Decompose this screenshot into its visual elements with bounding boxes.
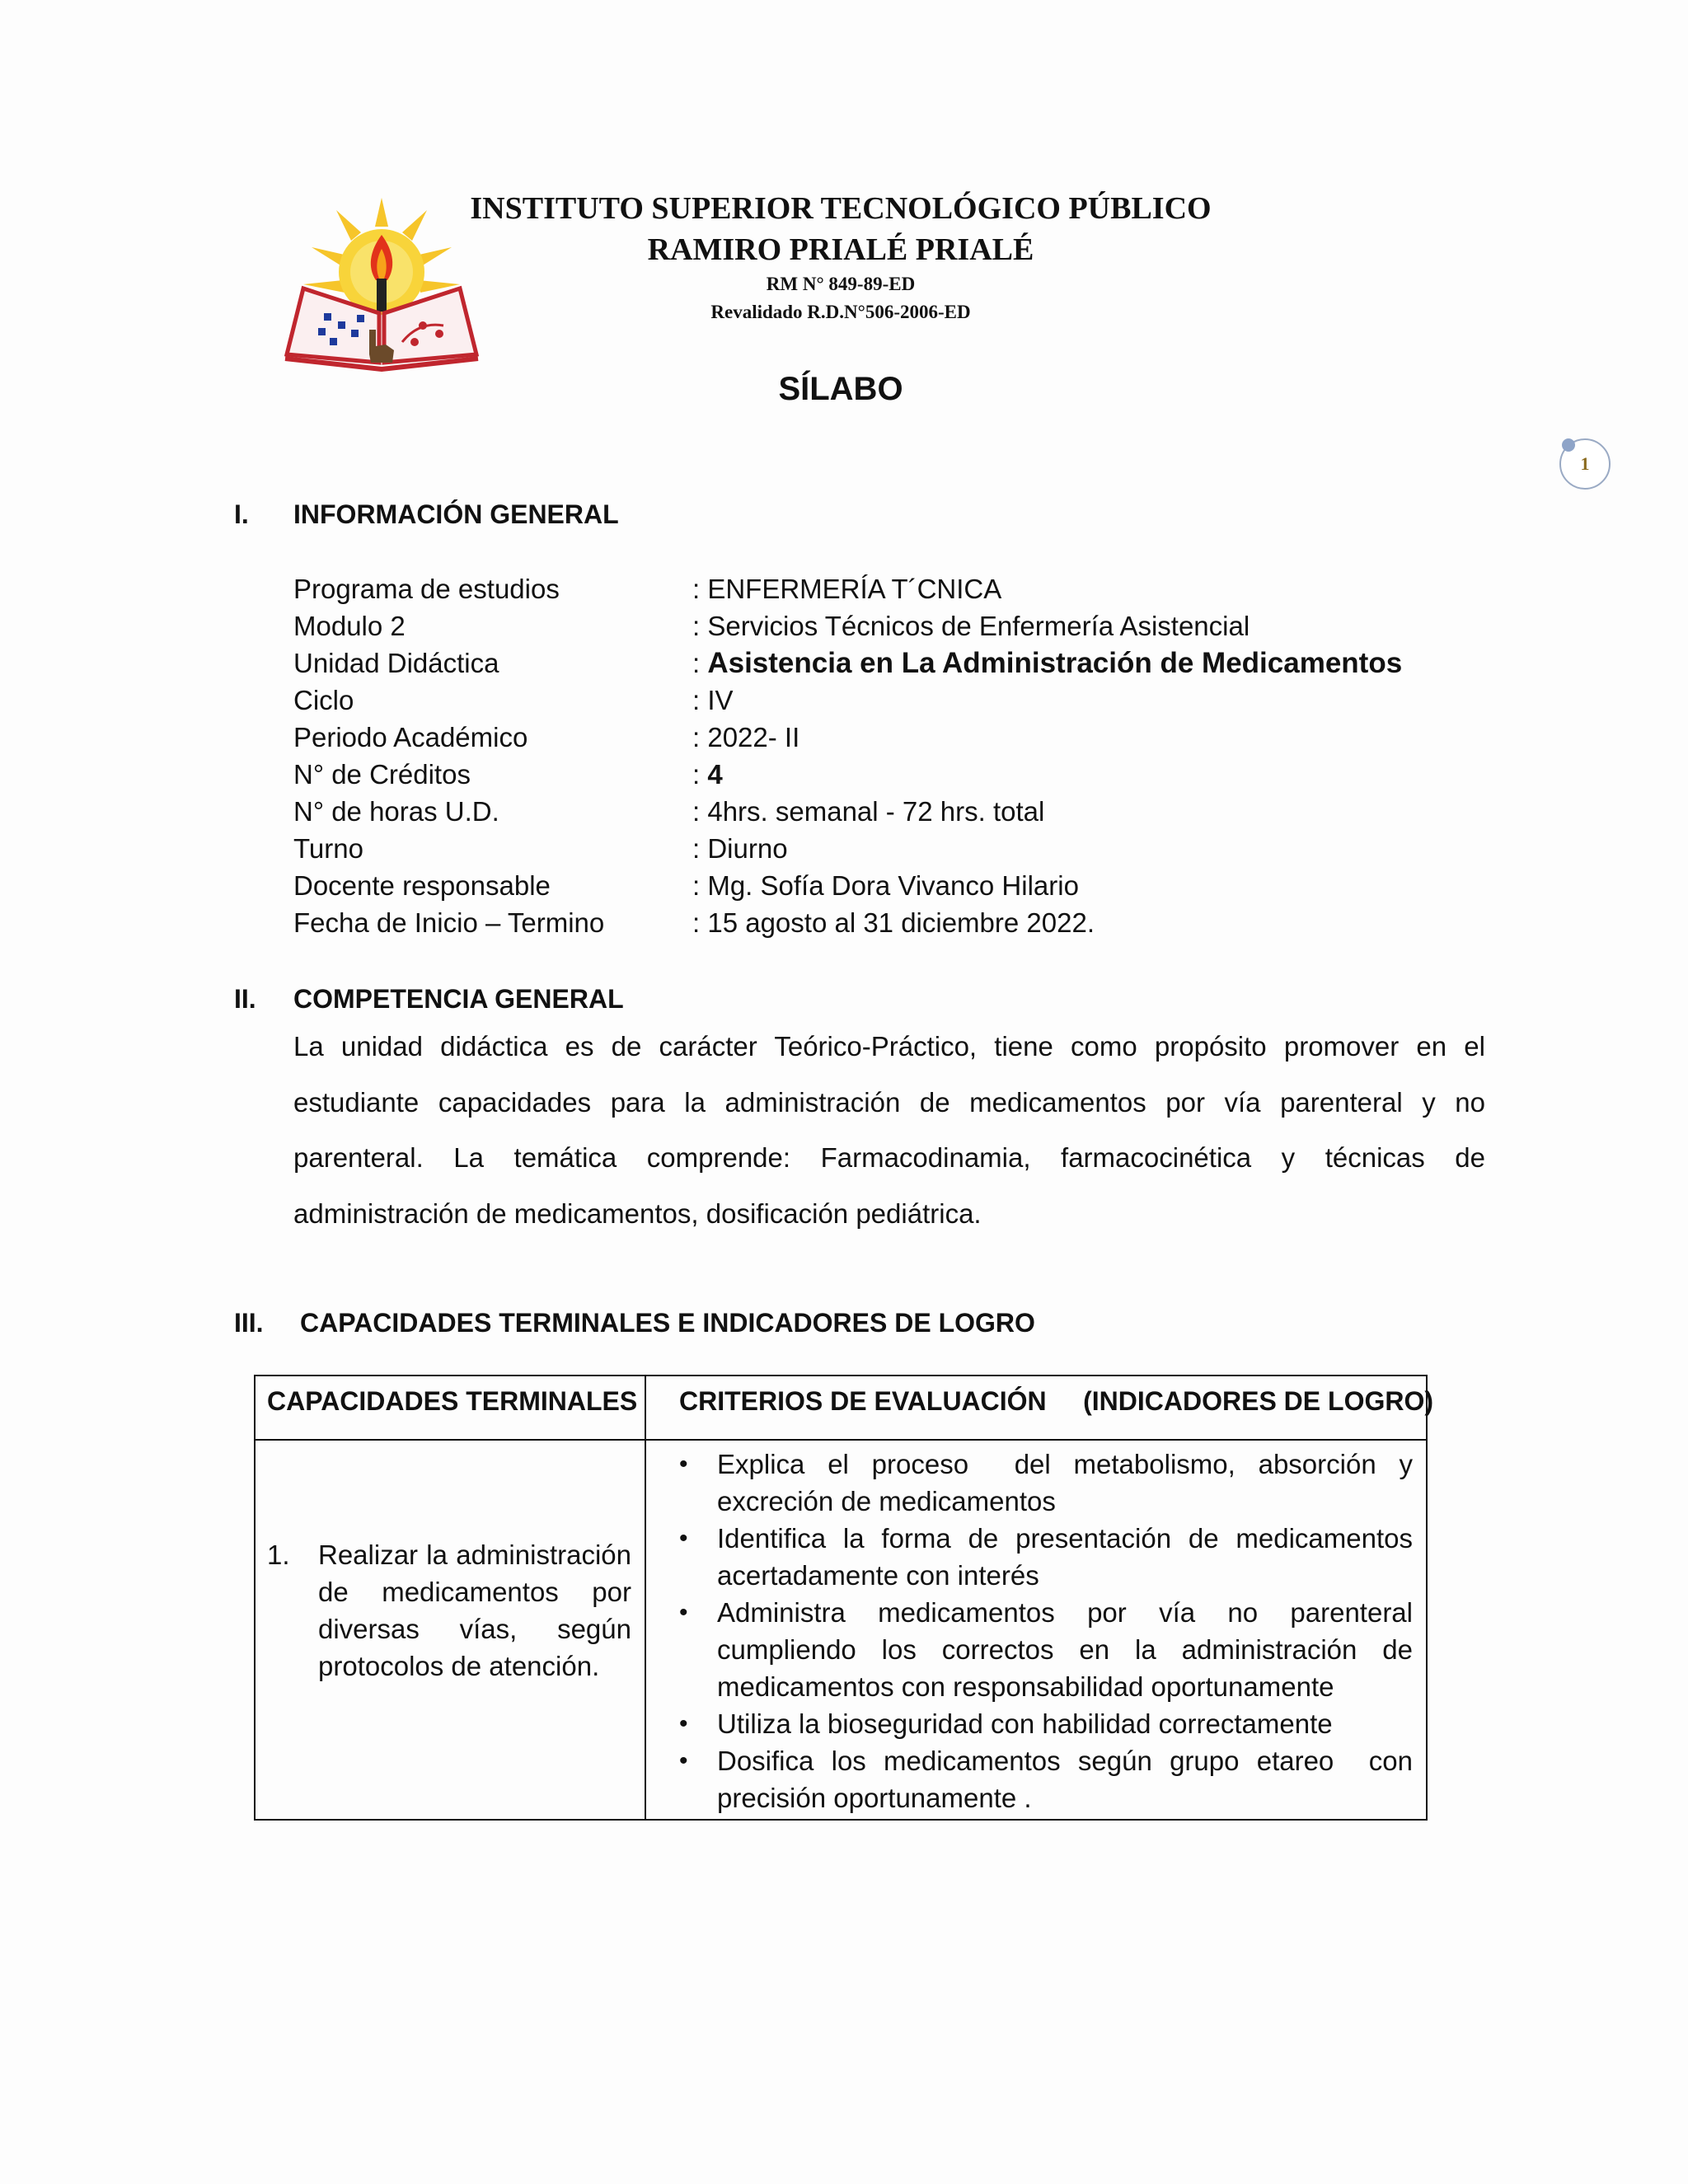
info-value: : Diurno: [692, 833, 788, 864]
info-value-bold: 4: [707, 759, 723, 790]
info-value: : 2022- II: [692, 722, 800, 752]
criterion-text: Utiliza la bioseguridad con habilidad correctamente: [717, 1708, 1333, 1739]
list-item: [671, 1705, 1413, 1742]
criterion-text: Administra medicamentos por vía no parenteral cumpliendo los correctos en la administración de medicamentos con responsabilidad oportunamente: [717, 1597, 1413, 1702]
institute-subname: RAMIRO PRIALÉ PRIALÉ: [647, 232, 1034, 267]
page-number-dot: [1562, 438, 1575, 452]
section-title: INFORMACIÓN GENERAL: [293, 499, 619, 529]
bullet-icon: •: [679, 1599, 688, 1626]
info-label: Unidad Didáctica: [293, 648, 499, 678]
info-row: [293, 682, 1530, 719]
table-divider: [256, 1439, 1426, 1441]
bullet-icon: •: [679, 1710, 688, 1737]
info-value-prefix: :: [692, 648, 708, 678]
info-value: : ENFERMERÍA T´CNICA: [692, 574, 1002, 604]
info-label: Modulo 2: [293, 611, 406, 641]
info-label: Programa de estudios: [293, 574, 560, 604]
list-item: [671, 1446, 1421, 1520]
resolution-text: RM N° 849-89-ED: [766, 274, 916, 294]
criterion-text: Explica el proceso del metabolismo, absorción y excreción de medicamentos: [717, 1449, 1421, 1516]
capacity-number: 1.: [267, 1540, 290, 1570]
criterion-text: Dosifica los medicamentos según grupo etareo con precisión oportunamente .: [717, 1746, 1421, 1813]
revalidation-text: Revalidado R.D.N°506-2006-ED: [710, 302, 971, 322]
table-header-criteria: CRITERIOS DE EVALUACIÓN (INDICADORES DE LOGRO): [679, 1386, 1433, 1416]
section-title: CAPACIDADES TERMINALES E INDICADORES DE LOGRO: [300, 1308, 1035, 1338]
capacities-table: [254, 1375, 1433, 1821]
info-row: [293, 756, 1530, 793]
page-number-badge: 1: [1559, 438, 1611, 490]
info-row: [293, 793, 1530, 830]
info-row: [293, 719, 1530, 756]
info-value-bold: Asistencia en La Administración de Medicamentos: [707, 647, 1403, 679]
criterion-text: Identifica la forma de presentación de medicamentos acertadamente con interés: [717, 1523, 1413, 1591]
institute-name: INSTITUTO SUPERIOR TECNOLÓGICO PÚBLICO: [470, 191, 1212, 226]
section-3-heading: [234, 1308, 1306, 1341]
info-value: : Mg. Sofía Dora Vivanco Hilario: [692, 870, 1079, 901]
info-row: [293, 904, 1530, 941]
section-1-heading: [234, 499, 976, 532]
info-row: [293, 644, 1530, 682]
institute-header: [462, 188, 1220, 326]
info-label: Periodo Académico: [293, 722, 528, 752]
info-value: : 4hrs. semanal - 72 hrs. total: [692, 796, 1045, 827]
section-number: I.: [234, 499, 249, 529]
capacity-text: Realizar la administración de medicamentos por diversas vías, según protocolos de atención.: [318, 1540, 631, 1681]
info-row: [293, 867, 1530, 904]
table-divider: [645, 1376, 646, 1819]
info-label: Docente responsable: [293, 870, 551, 901]
info-label: Turno: [293, 833, 363, 864]
info-value: [692, 756, 723, 793]
info-value: : 15 agosto al 31 diciembre 2022.: [692, 907, 1095, 938]
bullet-icon: •: [679, 1451, 688, 1478]
institute-logo: [279, 190, 485, 375]
info-label: N° de Créditos: [293, 759, 471, 790]
bullet-icon: •: [679, 1525, 688, 1552]
section-title: COMPETENCIA GENERAL: [293, 984, 624, 1014]
info-value: [692, 644, 1402, 682]
info-label: Ciclo: [293, 685, 354, 715]
info-row: [293, 830, 1530, 867]
list-item: [671, 1742, 1421, 1816]
table-header-capacities: CAPACIDADES TERMINALES: [267, 1386, 638, 1416]
criteria-list: [671, 1446, 1421, 1816]
info-label: Fecha de Inicio – Termino: [293, 907, 605, 938]
section-number: II.: [234, 984, 256, 1014]
general-info-list: [293, 570, 1530, 941]
section-2-heading: [234, 984, 976, 1017]
section-number: III.: [234, 1308, 264, 1338]
info-value: : IV: [692, 685, 734, 715]
info-row: [293, 607, 1530, 644]
competencia-paragraph: La unidad didáctica es de carácter Teórico-Práctico, tiene como propósito promover en el estudiante capacidades para la administración de medicamentos por vía parenteral y no parenteral. La temática comprende: Farmacodinamia, farmacocinética y técnicas de administración de medicamentos, dosificación pediátrica.: [293, 1031, 1485, 1229]
info-value-prefix: :: [692, 759, 708, 790]
document-title: SÍLABO: [778, 371, 903, 407]
info-row: [293, 570, 1530, 607]
info-label: N° de horas U.D.: [293, 796, 499, 827]
list-item: [671, 1520, 1413, 1594]
list-item: [671, 1594, 1413, 1705]
bullet-icon: •: [679, 1747, 688, 1774]
info-value: : Servicios Técnicos de Enfermería Asistencial: [692, 611, 1250, 641]
